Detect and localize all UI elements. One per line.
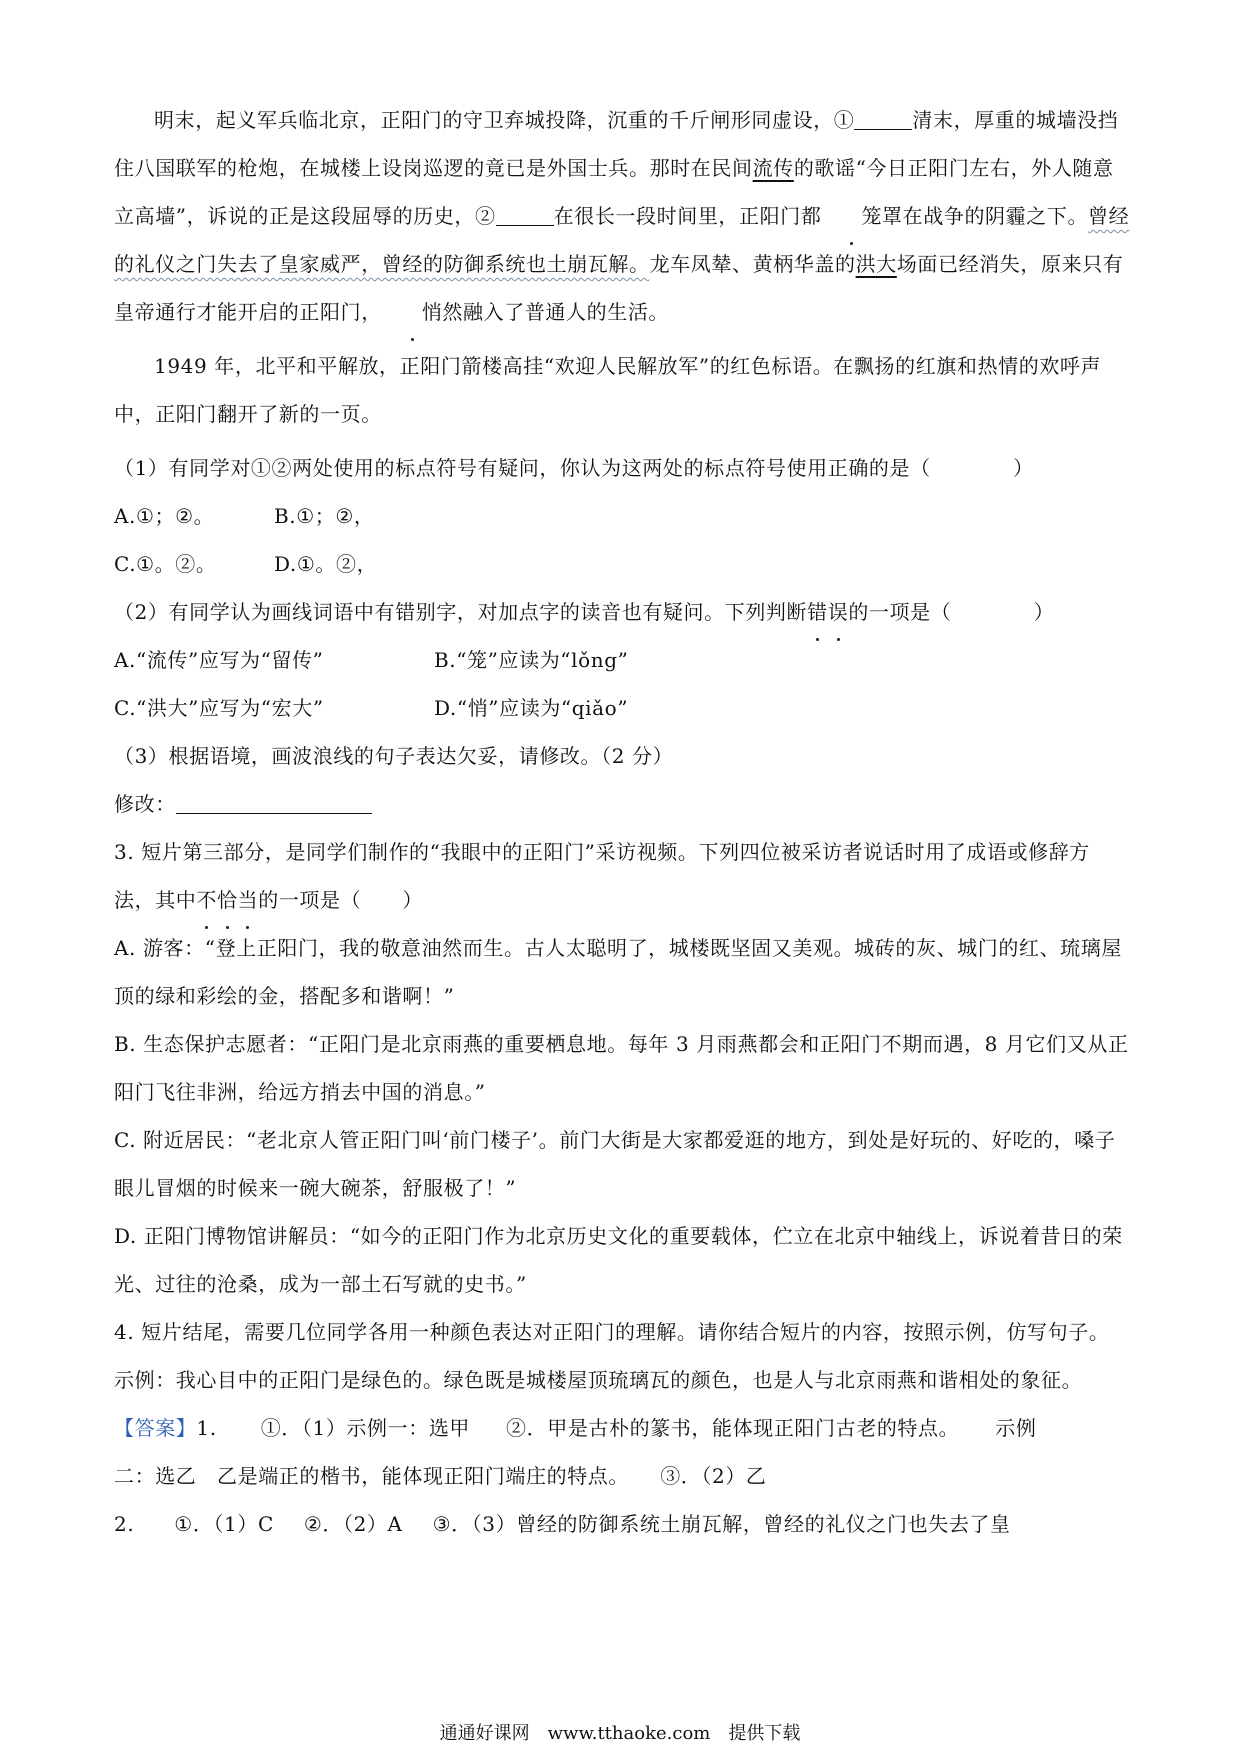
dotted-char-wu: 误 <box>828 588 849 636</box>
q1-option-d: D.①。②， <box>274 552 378 576</box>
answer-line-1: 【答案】1. ①．（1）示例一：选甲 ②．甲是古朴的篆书，能体现正阳门古老的特点。 示例 <box>114 1416 1037 1440</box>
section-4-example: 示例：我心目中的正阳门是绿色的。绿色既是城楼屋顶琉璃瓦的颜色，也是人与北京雨燕和谐相处的象征。 <box>114 1368 1083 1392</box>
wavy-sentence: 曾经的礼仪之门失去了皇家威严，曾经的防御系统也土崩瓦解。 <box>114 204 1130 276</box>
answer-line-2: 二：选乙 乙是端正的楷书，能体现正阳门端庄的特点。 ③．（2）乙 <box>114 1464 767 1488</box>
paragraph-history: 明末，起义军兵临北京，正阳门的守卫弃城投降，沉重的千斤闸形同虚设，① 清末，厚重的城墙没挡住八国联军的枪炮，在城楼上设岗巡逻的竟已是外国士兵。那时在民间流传的歌谣“今日正阳门左右，外人随意立高墙”，诉说的正是这段屈辱的历史，② 在很长一段时间里，正阳门都 笼罩在战争的阴霾之下。曾经的礼仪之门失去了皇家威严，曾经的防御系统也土崩瓦解。龙车凤辇、黄柄华盖的洪大场面已经消失，原来只有皇帝通行才能开启的正阳门， 悄然融入了普通人的生活。 <box>114 96 1130 336</box>
q1-option-b: B.①；②， <box>274 504 375 528</box>
dotted-char-qia: 恰 <box>217 876 238 924</box>
blank-1 <box>854 109 912 130</box>
question-1-options-ab <box>114 492 1130 540</box>
underlined-word-liuchuan: 流传 <box>752 156 794 180</box>
question-1-stem: （1）有同学对①②两处使用的标点符号有疑问，你认为这两处的标点符号使用正确的是（ ） <box>114 456 1034 480</box>
paragraph-liberation: 1949 年，北平和平解放，正阳门箭楼高挂“欢迎人民解放军”的红色标语。在飘扬的红旗和热情的欢呼声中，正阳门翻开了新的一页。 <box>114 354 1102 426</box>
footer-credit: 通通好课网 www.tthaoke.com 提供下载 <box>439 1723 801 1744</box>
dotted-char-cuo: 错 <box>807 588 828 636</box>
q2-option-c: C.“洪大”应写为“宏大” <box>114 696 324 720</box>
question-2-stem: （2）有同学认为画线词语中有错别字，对加点字的读音也有疑问。下列判断错误的一项是（ ） <box>114 588 1130 636</box>
dotted-char-dang: 当 <box>238 876 259 924</box>
dotted-char-qiao: 悄 <box>382 288 443 336</box>
question-3-stem: （3）根据语境，画波浪线的句子表达欠妥，请修改。（2 分） <box>114 744 674 768</box>
section-3-option-d: D. 正阳门博物馆讲解员：“如今的正阳门作为北京历史文化的重要载体，伫立在北京中轴线上，诉说着昔日的荣光、过往的沧桑，成为一部土石写就的史书。” <box>114 1224 1123 1296</box>
q1-option-a: A.①；②。 <box>114 504 215 528</box>
section-3-option-a: A. 游客：“登上正阳门，我的敬意油然而生。古人太聪明了，城楼既坚固又美观。城砖的灰、城门的红、琉璃屋顶的绿和彩绘的金，搭配多和谐啊！” <box>114 936 1122 1008</box>
revise-line: 修改： <box>114 780 1130 828</box>
section-4-stem: 4. 短片结尾，需要几位同学各用一种颜色表达对正阳门的理解。请你结合短片的内容，按照示例，仿写句子。 <box>114 1320 1110 1344</box>
section-3-option-c: C. 附近居民：“老北京人管正阳门叫‘前门楼子’。前门大街是大家都爱逛的地方，到处是好玩的、好吃的，嗓子眼儿冒烟的时候来一碗大碗茶，舒服极了！” <box>114 1128 1116 1200</box>
q2-option-d: D.“悄”应读为“qiǎo” <box>434 696 629 720</box>
q2-option-a: A.“流传”应写为“留传” <box>114 648 324 672</box>
answer-tag: 【答案】 <box>114 1416 197 1440</box>
question-1-options-cd <box>114 540 1130 588</box>
answer-line-3: 2. ①．（1）C ②．（2）A ③．（3）曾经的防御系统土崩瓦解，曾经的礼仪之门也失去了皇 <box>114 1512 1011 1536</box>
dotted-char-long: 笼 <box>821 192 882 240</box>
dotted-char-bu: 不 <box>196 876 217 924</box>
underlined-word-hongda: 洪大 <box>855 252 897 276</box>
document-body <box>114 96 1130 1548</box>
question-2-options-ab <box>114 636 1130 684</box>
q2-option-b: B.“笼”应读为“lǒng” <box>434 648 629 672</box>
revise-answer-blank <box>176 793 372 814</box>
section-3-stem: 3. 短片第三部分，是同学们制作的“我眼中的正阳门”采访视频。下列四位被采访者说话时用了成语或修辞方法，其中不恰当的一项是（ ） <box>114 828 1130 924</box>
blank-2 <box>496 205 554 226</box>
section-3-option-b: B. 生态保护志愿者：“正阳门是北京雨燕的重要栖息地。每年 3 月雨燕都会和正阳门不期而遇，8 月它们又从正阳门飞往非洲，给远方捎去中国的消息。” <box>114 1032 1129 1104</box>
q1-option-c: C.①。②。 <box>114 552 217 576</box>
question-2-options-cd <box>114 684 1130 732</box>
